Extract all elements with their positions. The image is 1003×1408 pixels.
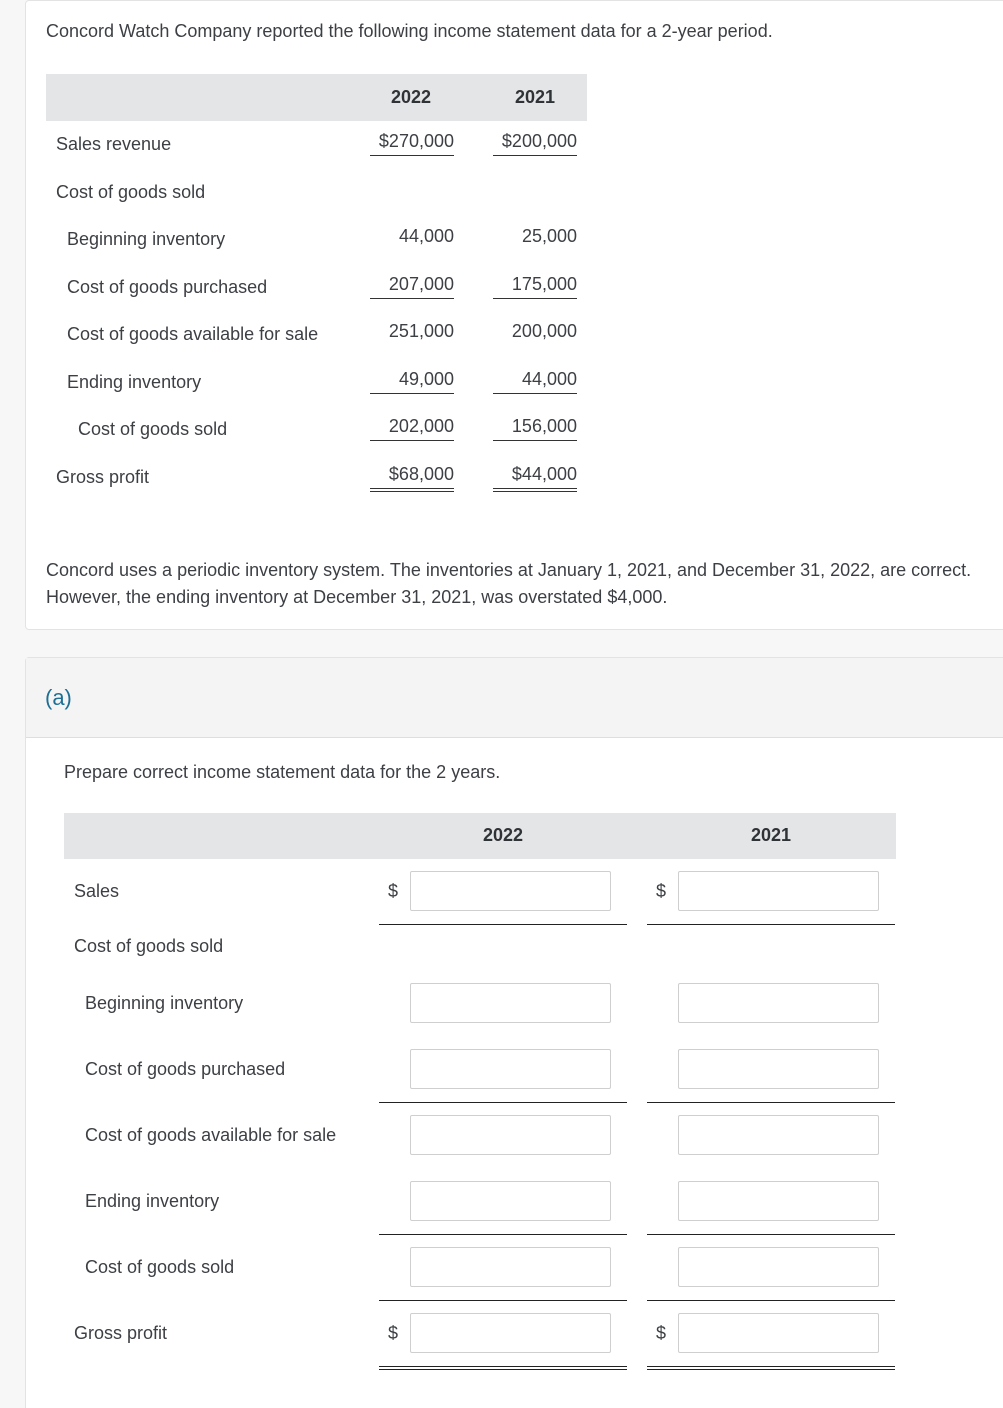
value-2021: 44,000 bbox=[493, 369, 577, 394]
cost-of-goods-available-2021-input[interactable] bbox=[678, 1115, 879, 1155]
answer-row-cost-of-goods-purchased bbox=[64, 1037, 896, 1103]
value-2022: 251,000 bbox=[388, 321, 454, 341]
dollar-sign: $ bbox=[656, 881, 667, 901]
row-label: Sales revenue bbox=[56, 134, 172, 154]
column-header-2021: 2021 bbox=[514, 87, 556, 107]
part-a-header bbox=[26, 658, 1003, 738]
gross-profit-2021-input[interactable] bbox=[678, 1313, 879, 1353]
answer-row-ending-inventory bbox=[64, 1169, 896, 1235]
table-row bbox=[46, 264, 587, 312]
sales-2021-input[interactable] bbox=[678, 871, 879, 911]
cost-of-goods-available-2022-input[interactable] bbox=[410, 1115, 611, 1155]
value-2021: $200,000 bbox=[493, 131, 577, 156]
part-a-card bbox=[25, 657, 1003, 1408]
value-2021: 175,000 bbox=[493, 274, 577, 299]
table-row bbox=[46, 454, 587, 502]
value-2022: 202,000 bbox=[370, 416, 454, 441]
value-2021: $44,000 bbox=[493, 464, 577, 492]
row-label: Beginning inventory bbox=[85, 993, 244, 1013]
value-2021: 25,000 bbox=[521, 226, 577, 246]
row-label: Cost of goods sold bbox=[56, 181, 206, 202]
cost-of-goods-purchased-2022-input[interactable] bbox=[410, 1049, 611, 1089]
value-2022: $270,000 bbox=[370, 131, 454, 156]
row-label: Gross profit bbox=[56, 466, 150, 487]
beginning-inventory-2022-input[interactable] bbox=[410, 983, 611, 1023]
answer-table bbox=[64, 813, 896, 1343]
value-2021: 200,000 bbox=[511, 321, 577, 341]
answer-row-gross-profit bbox=[64, 1301, 896, 1367]
row-label: Sales bbox=[74, 881, 120, 901]
answer-row-sales bbox=[64, 859, 896, 925]
row-label: Cost of goods available for sale bbox=[85, 1125, 337, 1145]
column-header-2022: 2022 bbox=[482, 825, 524, 845]
ending-inventory-2021-input[interactable] bbox=[678, 1181, 879, 1221]
row-label: Beginning inventory bbox=[67, 229, 226, 249]
given-income-statement-table bbox=[46, 74, 587, 501]
table-row bbox=[46, 216, 587, 264]
double-underline bbox=[647, 1366, 895, 1370]
answer-row-beginning-inventory bbox=[64, 971, 896, 1037]
value-2022: 44,000 bbox=[398, 226, 454, 246]
column-header-2021: 2021 bbox=[750, 825, 792, 845]
row-label: Ending inventory bbox=[67, 371, 202, 392]
row-label: Cost of goods sold bbox=[85, 1257, 235, 1277]
table-row bbox=[46, 311, 587, 359]
value-2022: 207,000 bbox=[370, 274, 454, 299]
answer-table-header bbox=[64, 813, 896, 859]
gross-profit-2022-input[interactable] bbox=[410, 1313, 611, 1353]
row-label: Cost of goods purchased bbox=[67, 276, 268, 297]
table-row bbox=[46, 406, 587, 454]
problem-note: Concord uses a periodic inventory system. The inventories at January 1, 2021, and December 31, 2022, are correct. However, the ending inventory at December 31, 2021, was overstated $4,000. bbox=[46, 560, 972, 607]
table-row bbox=[46, 169, 587, 217]
row-label: Gross profit bbox=[74, 1323, 168, 1343]
beginning-inventory-2021-input[interactable] bbox=[678, 983, 879, 1023]
sales-2022-input[interactable] bbox=[410, 871, 611, 911]
answer-row-cogs-heading bbox=[64, 925, 896, 965]
value-2022: $68,000 bbox=[370, 464, 454, 492]
table-row bbox=[46, 359, 587, 407]
dollar-sign: $ bbox=[388, 1323, 399, 1343]
dollar-sign: $ bbox=[388, 881, 399, 901]
cost-of-goods-sold-2022-input[interactable] bbox=[410, 1247, 611, 1287]
row-label: Cost of goods purchased bbox=[85, 1059, 286, 1079]
double-underline bbox=[379, 1366, 627, 1370]
cost-of-goods-sold-2021-input[interactable] bbox=[678, 1247, 879, 1287]
column-header-2022: 2022 bbox=[390, 87, 432, 107]
part-a-instruction: Prepare correct income statement data for the 2 years. bbox=[64, 762, 501, 782]
row-label: Cost of goods sold bbox=[78, 419, 228, 439]
answer-row-cost-of-goods-sold bbox=[64, 1235, 896, 1301]
part-a-label: (a) bbox=[45, 685, 72, 710]
row-label: Cost of goods sold bbox=[74, 936, 224, 956]
answer-row-cost-of-goods-available bbox=[64, 1103, 896, 1169]
row-label: Ending inventory bbox=[85, 1191, 220, 1211]
table-row bbox=[46, 121, 587, 169]
value-2022: 49,000 bbox=[370, 369, 454, 394]
value-2021: 156,000 bbox=[493, 416, 577, 441]
cost-of-goods-purchased-2021-input[interactable] bbox=[678, 1049, 879, 1089]
dollar-sign: $ bbox=[656, 1323, 667, 1343]
ending-inventory-2022-input[interactable] bbox=[410, 1181, 611, 1221]
problem-card bbox=[25, 0, 1003, 630]
row-label: Cost of goods available for sale bbox=[67, 324, 319, 344]
table-header bbox=[46, 74, 587, 121]
problem-intro: Concord Watch Company reported the following income statement data for a 2-year period. bbox=[46, 21, 773, 41]
